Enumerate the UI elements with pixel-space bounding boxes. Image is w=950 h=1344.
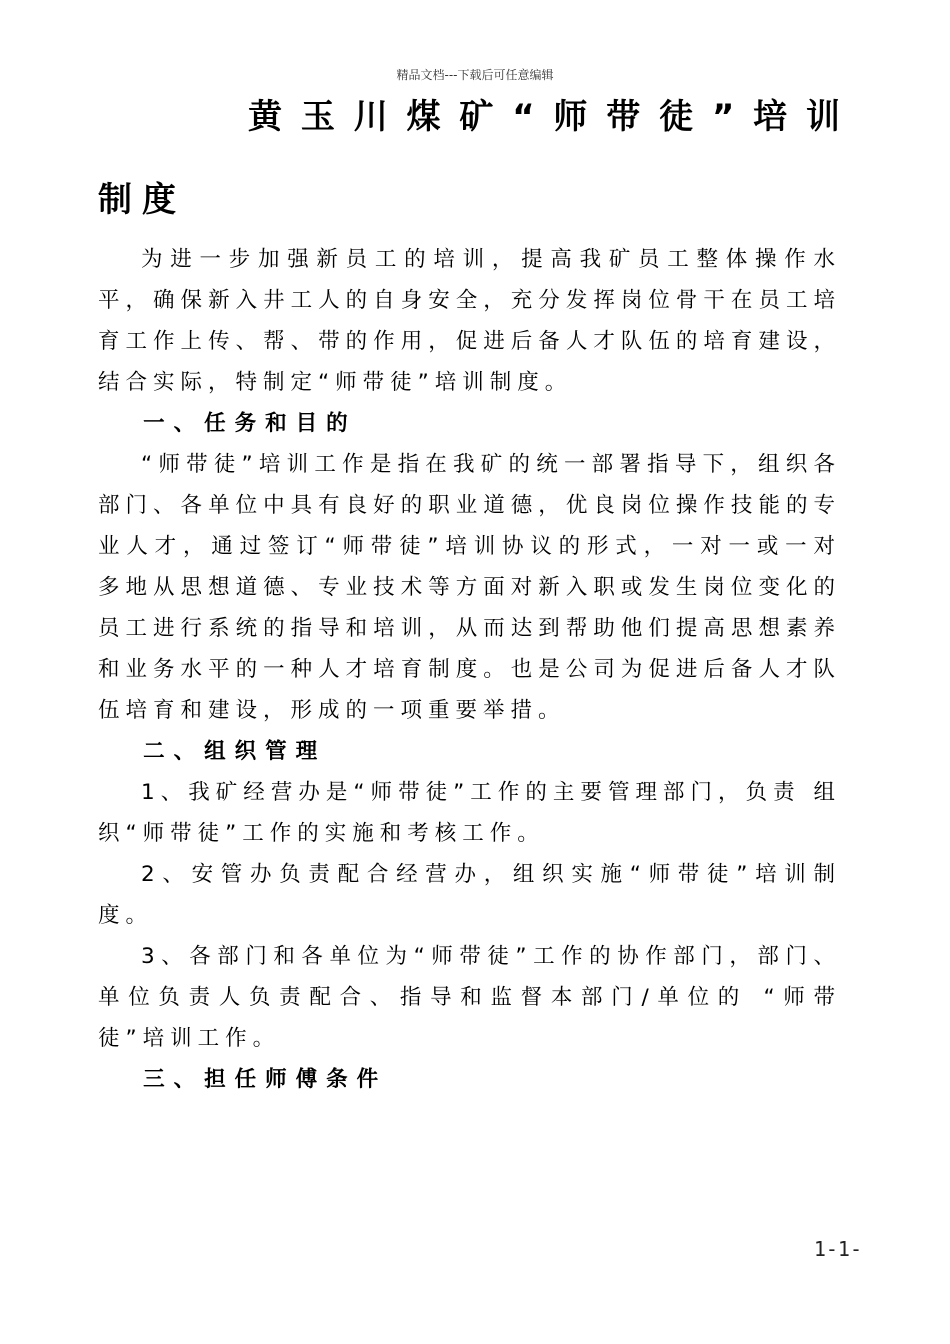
section-2-item-2: 2、安管办负责配合经营办，组织实施“师带徒”培训制度。	[98, 862, 841, 928]
section-1-paragraph: “师带徒”培训工作是指在我矿的统一部署指导下，组织各部门、各单位中具有良好的职业道德，优良岗位操作技能的专业人才，通过签订“师带徒”培训协议的形式，一对一或一对多地从思想道德、专业技术等方面对新入职或发生岗位变化的员工进行系统的指导和培训，从而达到帮助他们提高思想素养和业务水平的一种人才培育制度。也是公司为促进后备人才队伍培育和建设，形成的一项重要举措。	[98, 452, 841, 723]
page-number: 1-1-	[813, 1237, 862, 1261]
section-2-item-1: 1、我矿经营办是“师带徒”工作的主要管理部门，负责 组织“师带徒”工作的实施和考核工作。	[98, 780, 841, 846]
document-title-line-2: 制度	[98, 180, 186, 220]
intro-paragraph: 为进一步加强新员工的培训，提高我矿员工整体操作水平，确保新入井工人的自身安全，充分发挥岗位骨干在员工培育工作上传、帮、带的作用，促进后备人才队伍的培育建设，结合实际，特制定“师带徒”培训制度。	[98, 247, 841, 395]
section-3-heading: 三、担任师傅条件	[143, 1067, 388, 1092]
header-note: 精品文档---下载后可任意编辑	[396, 68, 554, 82]
section-2-item-3: 3、各部门和各单位为“师带徒”工作的协作部门，部门、单位负责人负责配合、指导和监督本部门/单位的 “师带徒”培训工作。	[98, 944, 841, 1051]
section-2-heading: 二、组织管理	[143, 739, 327, 764]
document-title-line-1: 黄玉川煤矿“师带徒”培训	[248, 97, 840, 137]
document-body	[98, 239, 841, 1100]
section-1-heading: 一、任务和目的	[143, 411, 357, 436]
